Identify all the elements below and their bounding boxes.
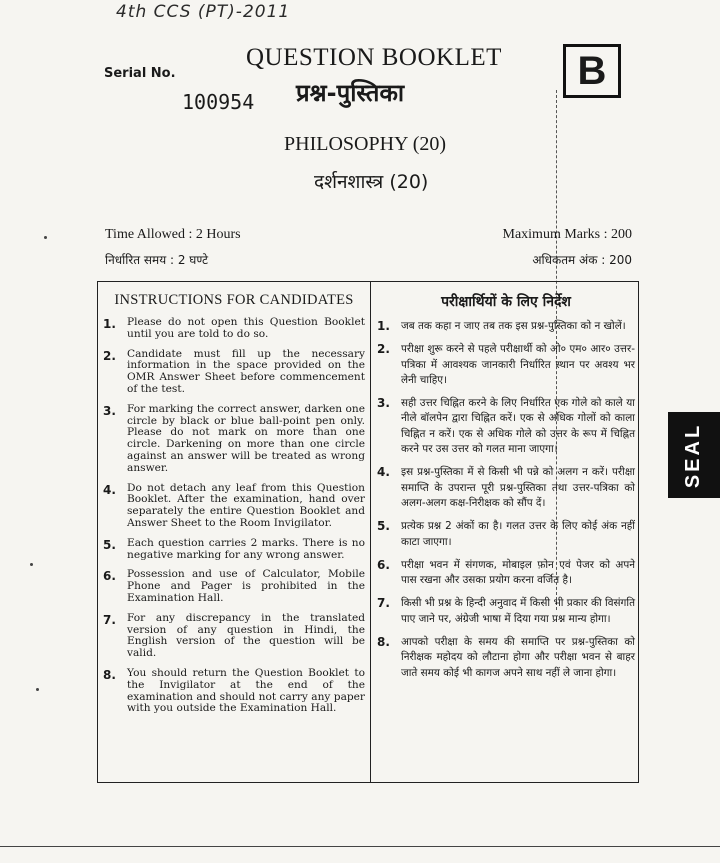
instruction-text: You should return the Question Booklet to the Invigilator at the end of the examination and should not carry any paper with you outside the Examination Hall. bbox=[127, 666, 365, 715]
subject-title: PHILOSOPHY (20) bbox=[284, 133, 447, 155]
instructions-english bbox=[103, 292, 365, 723]
instruction-number: 8. bbox=[103, 667, 116, 682]
instruction-item bbox=[103, 483, 365, 530]
instruction-item bbox=[103, 569, 365, 604]
seal-strip bbox=[668, 412, 720, 498]
handwritten-note: 4th CCS (PT)-2011 bbox=[116, 2, 291, 22]
instruction-item bbox=[377, 465, 635, 511]
instruction-item bbox=[103, 668, 365, 715]
seal-label: SEAL bbox=[682, 422, 705, 488]
instruction-number: 3. bbox=[377, 396, 390, 411]
instruction-item bbox=[377, 342, 635, 388]
bottom-edge-line bbox=[0, 846, 720, 847]
instruction-item bbox=[377, 396, 635, 457]
instruction-item bbox=[377, 635, 635, 681]
instruction-number: 4. bbox=[377, 465, 390, 480]
instruction-item bbox=[377, 319, 635, 334]
instruction-item bbox=[103, 349, 365, 396]
instruction-number: 3. bbox=[103, 403, 116, 418]
instructions-heading-hindi: परीक्षार्थियों के लिए निर्देश bbox=[441, 294, 571, 310]
instruction-item bbox=[377, 519, 635, 550]
column-divider bbox=[370, 281, 371, 783]
serial-label: Serial No. bbox=[104, 66, 176, 81]
speck bbox=[36, 688, 39, 691]
instruction-number: 6. bbox=[377, 557, 390, 572]
instruction-text: For marking the correct answer, darken one circle by black or blue ball-point pen only. Please do not mark on more than one circle. Darkening on more than one circle against an answer will be treated as wrong answer. bbox=[127, 402, 365, 474]
instruction-item bbox=[103, 404, 365, 475]
instruction-text: Please do not open this Question Booklet until you are told to do so. bbox=[127, 316, 365, 340]
booklet-set-code: B bbox=[563, 44, 621, 98]
instruction-text: Candidate must fill up the necessary information in the space provided on the OMR Answer Sheet before commencement of the test. bbox=[127, 347, 365, 395]
instruction-number: 2. bbox=[103, 348, 116, 363]
subject-title-hindi: दर्शनशास्त्र (20) bbox=[314, 171, 429, 193]
instruction-text: Do not detach any leaf from this Question Booklet. After the examination, hand over separately the entire Question Booklet and Answer Sheet to the Room Invigilator. bbox=[127, 481, 365, 529]
instruction-text: किसी भी प्रश्न के हिन्दी अनुवाद में किसी भी प्रकार की विसंगति पाए जाने पर, अंग्रेजी भाषा में दिया गया प्रश्न मान्य होगा। bbox=[401, 597, 635, 625]
time-allowed-hindi: निर्धारित समय : 2 घण्टे bbox=[105, 253, 209, 267]
instruction-text: Possession and use of Calculator, Mobile Phone and Pager is prohibited in the Examination Hall. bbox=[127, 568, 365, 604]
instruction-text: परीक्षा शुरू करने से पहले परीक्षार्थी को ओ० एम० आर० उत्तर-पत्रिका में आवश्यक जानकारी निर्धारित स्थान पर अवश्य भर लेनी चाहिए। bbox=[401, 343, 635, 386]
instruction-number: 8. bbox=[377, 635, 390, 650]
instruction-number: 4. bbox=[103, 482, 116, 497]
time-allowed: Time Allowed : 2 Hours bbox=[105, 227, 241, 242]
instruction-item bbox=[377, 558, 635, 589]
instruction-text: सही उत्तर चिह्नित करने के लिए निर्धारित एक गोले को काले या नीले बॉलपेन द्वारा चिह्नित करें। एक से अधिक गोलों को काला चिह्नित न करें। एक से अधिक गोले को उत्तर के रूप में चिह्नित करने पर उस उत्तर को गलत माना जाएगा। bbox=[401, 397, 635, 456]
instructions-heading: INSTRUCTIONS FOR CANDIDATES bbox=[114, 292, 354, 308]
instruction-text: जब तक कहा न जाए तब तक इस प्रश्न-पुस्तिका को न खोलें। bbox=[401, 320, 626, 332]
maximum-marks-hindi: अधिकतम अंक : 200 bbox=[532, 253, 632, 267]
serial-number: 100954 bbox=[182, 90, 255, 114]
booklet-title: QUESTION BOOKLET bbox=[246, 44, 502, 71]
instruction-text: Each question carries 2 marks. There is no negative marking for any wrong answer. bbox=[127, 536, 365, 561]
instruction-number: 5. bbox=[377, 519, 390, 534]
instruction-item bbox=[103, 613, 365, 660]
booklet-title-hindi: प्रश्न-पुस्तिका bbox=[296, 79, 405, 107]
speck bbox=[44, 236, 47, 239]
instruction-number: 1. bbox=[103, 317, 116, 331]
instruction-number: 7. bbox=[103, 612, 116, 627]
instruction-item bbox=[377, 596, 635, 627]
instruction-text: परीक्षा भवन में संगणक, मोबाइल फ़ोन एवं पेजर को अपने पास रखना और उसका प्रयोग करना वर्जित है। bbox=[401, 558, 635, 587]
instruction-number: 6. bbox=[103, 569, 116, 584]
instruction-number: 7. bbox=[377, 596, 390, 611]
instruction-number: 1. bbox=[377, 319, 390, 333]
instruction-text: इस प्रश्न-पुस्तिका में से किसी भी पन्ने को अलग न करें। परीक्षा समाप्ति के उपरान्त पूरी प्रश्न-पुस्तिका तथा उत्तर-पत्रिका को अलग-अलग कक्ष-निरीक्षक को सौंप दें। bbox=[401, 466, 635, 509]
instruction-text: आपको परीक्षा के समय की समाप्ति पर प्रश्न-पुस्तिका को निरीक्षक महोदय को लौटाना होगा और परीक्षा भवन से बाहर जाते समय कोई भी कागज अपने साथ नहीं ले जाना होगा। bbox=[401, 636, 635, 679]
instruction-number: 5. bbox=[103, 537, 116, 552]
instruction-number: 2. bbox=[377, 342, 390, 357]
maximum-marks: Maximum Marks : 200 bbox=[502, 227, 632, 242]
instructions-hindi bbox=[377, 292, 635, 689]
instruction-text: For any discrepancy in the translated version of any question in Hindi, the English version of the question will be valid. bbox=[127, 611, 365, 660]
instruction-text: प्रत्येक प्रश्न 2 अंकों का है। गलत उत्तर के लिए कोई अंक नहीं काटा जाएगा। bbox=[401, 520, 635, 548]
speck bbox=[30, 563, 33, 566]
instruction-item bbox=[103, 538, 365, 562]
instruction-item bbox=[103, 317, 365, 341]
